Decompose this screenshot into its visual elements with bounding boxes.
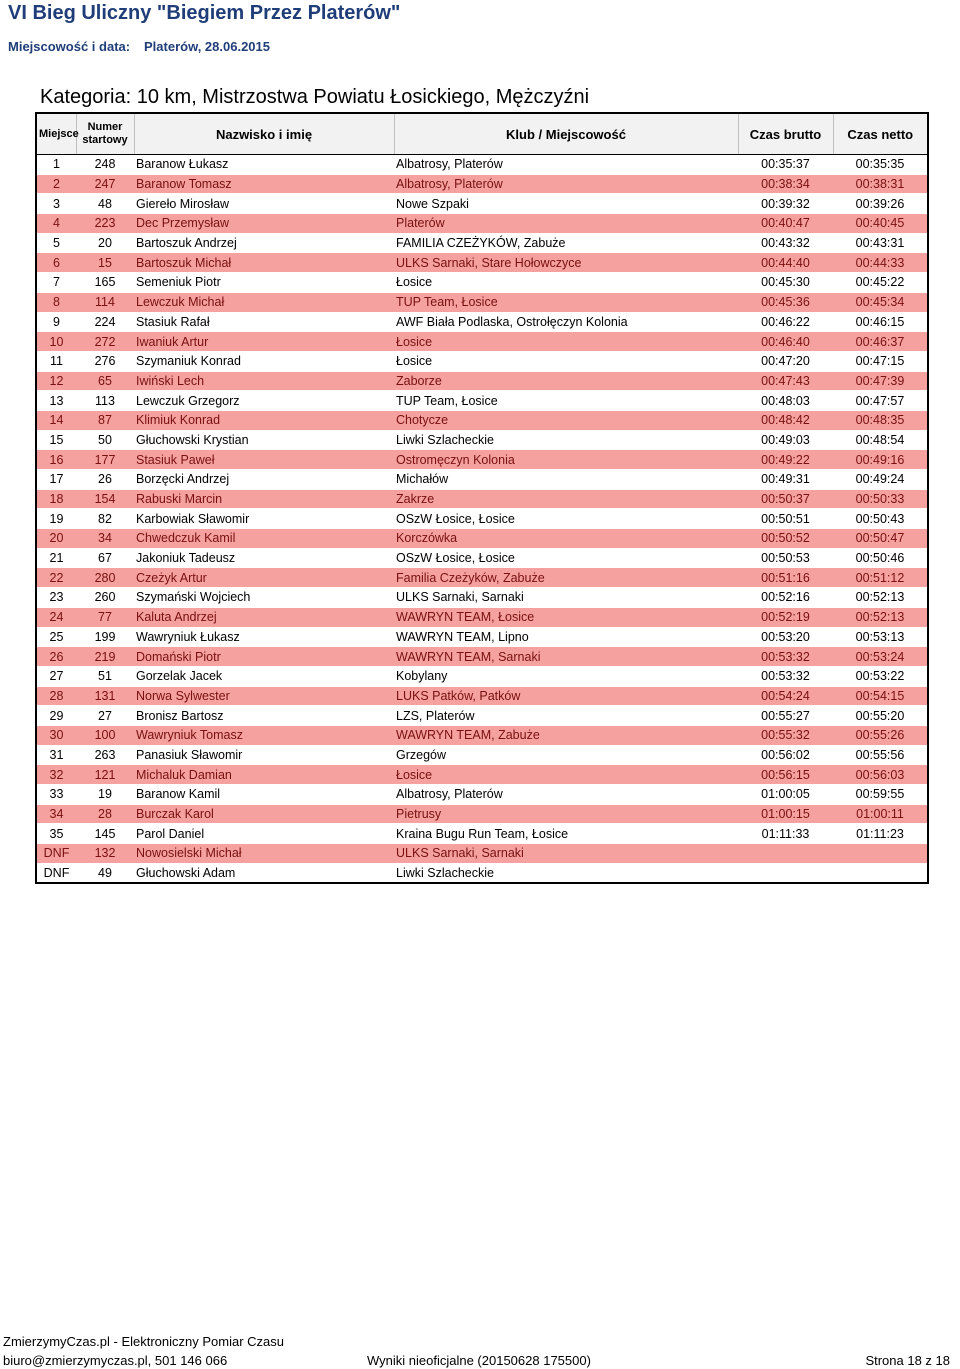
cell-gross-time: 00:43:32 [738,233,833,253]
table-row [36,725,928,745]
cell-gross-time: 00:49:03 [738,430,833,450]
cell-club: Zaborze [394,371,738,391]
table-row [36,607,928,627]
cell-net-time [833,863,928,883]
cell-name: Bartoszuk Michał [134,253,394,273]
cell-place: 21 [36,548,76,568]
results-table [35,112,929,884]
table-row [36,430,928,450]
cell-gross-time: 00:47:20 [738,351,833,371]
cell-net-time: 01:00:11 [833,804,928,824]
column-header-number-line1: Numer [87,121,123,133]
footer-results-note: Wyniki nieoficjalne (20150628 175500) [367,1353,591,1368]
cell-place: 20 [36,529,76,549]
cell-net-time: 00:43:31 [833,233,928,253]
cell-place: 5 [36,233,76,253]
cell-net-time: 00:48:35 [833,410,928,430]
cell-number: 199 [76,627,134,647]
cell-club: LUKS Patków, Patków [394,686,738,706]
cell-place: 23 [36,588,76,608]
cell-club: Liwki Szlacheckie [394,863,738,883]
cell-number: 27 [76,706,134,726]
cell-club: TUP Team, Łosice [394,292,738,312]
cell-name: Borzęcki Andrzej [134,470,394,490]
cell-number: 48 [76,194,134,214]
cell-net-time: 00:47:39 [833,371,928,391]
cell-club: Albatrosy, Platerów [394,785,738,805]
cell-net-time: 00:55:56 [833,745,928,765]
column-header-name: Nazwisko i imię [134,113,394,155]
cell-net-time: 00:53:22 [833,666,928,686]
cell-club: Ostromęczyn Kolonia [394,450,738,470]
footer-page-number: Strona 18 z 18 [865,1353,950,1368]
results-body [36,155,928,884]
cell-club: Korczówka [394,529,738,549]
cell-gross-time: 00:48:03 [738,391,833,411]
cell-number: 87 [76,410,134,430]
cell-name: Wawryniuk Łukasz [134,627,394,647]
cell-gross-time: 00:51:16 [738,568,833,588]
cell-name: Baranow Kamil [134,785,394,805]
table-row [36,627,928,647]
cell-place: 24 [36,607,76,627]
footer-contact: biuro@zmierzymyczas.pl, 501 146 066 [3,1353,228,1368]
cell-place: DNF [36,844,76,864]
cell-number: 260 [76,588,134,608]
cell-net-time [833,844,928,864]
cell-name: Bronisz Bartosz [134,706,394,726]
cell-net-time: 00:46:15 [833,312,928,332]
cell-net-time: 00:53:24 [833,647,928,667]
cell-net-time: 00:55:20 [833,706,928,726]
cell-net-time: 00:50:43 [833,509,928,529]
cell-gross-time: 00:50:52 [738,529,833,549]
cell-place: 30 [36,725,76,745]
column-header-club: Klub / Miejscowość [394,113,738,155]
cell-number: 20 [76,233,134,253]
cell-name: Michaluk Damian [134,765,394,785]
cell-gross-time: 00:52:16 [738,588,833,608]
cell-name: Semeniuk Piotr [134,273,394,293]
cell-number: 26 [76,470,134,490]
location-date-value: Platerów, 28.06.2015 [144,39,270,54]
category-title: Kategoria: 10 km, Mistrzostwa Powiatu Łosickiego, Mężczyźni [40,86,590,108]
cell-club: LZS, Platerów [394,706,738,726]
cell-club: Familia Czeżyków, Zabuże [394,568,738,588]
table-row [36,391,928,411]
cell-name: Parol Daniel [134,824,394,844]
table-row [36,233,928,253]
cell-name: Iwiński Lech [134,371,394,391]
table-row [36,253,928,273]
table-row [36,292,928,312]
cell-net-time: 00:48:54 [833,430,928,450]
cell-number: 224 [76,312,134,332]
cell-number: 248 [76,155,134,175]
cell-gross-time: 01:00:05 [738,785,833,805]
cell-net-time: 01:11:23 [833,824,928,844]
cell-place: 19 [36,509,76,529]
cell-name: Chwedczuk Kamil [134,529,394,549]
cell-number: 77 [76,607,134,627]
table-row [36,371,928,391]
cell-club: Albatrosy, Platerów [394,174,738,194]
cell-gross-time [738,863,833,883]
table-row [36,588,928,608]
cell-number: 34 [76,529,134,549]
cell-name: Giereło Mirosław [134,194,394,214]
table-row [36,824,928,844]
cell-club: WAWRYN TEAM, Zabuże [394,725,738,745]
cell-net-time: 00:38:31 [833,174,928,194]
cell-club: Liwki Szlacheckie [394,430,738,450]
cell-number: 114 [76,292,134,312]
cell-net-time: 00:50:33 [833,489,928,509]
event-title: VI Bieg Uliczny "Biegiem Przez Platerów" [8,2,401,24]
table-row [36,745,928,765]
column-header-number-line2: startowy [82,134,128,146]
cell-gross-time: 00:49:31 [738,470,833,490]
cell-net-time: 00:52:13 [833,607,928,627]
cell-number: 272 [76,332,134,352]
cell-name: Czeżyk Artur [134,568,394,588]
cell-place: 25 [36,627,76,647]
cell-name: Jakoniuk Tadeusz [134,548,394,568]
cell-gross-time: 00:50:53 [738,548,833,568]
cell-club: Platerów [394,214,738,234]
cell-name: Norwa Sylwester [134,686,394,706]
cell-gross-time: 00:52:19 [738,607,833,627]
cell-place: 2 [36,174,76,194]
table-row [36,312,928,332]
cell-place: 15 [36,430,76,450]
table-row [36,804,928,824]
table-row [36,410,928,430]
cell-gross-time: 00:39:32 [738,194,833,214]
cell-number: 177 [76,450,134,470]
table-row [36,174,928,194]
cell-place: 33 [36,785,76,805]
cell-number: 67 [76,548,134,568]
cell-gross-time: 00:46:22 [738,312,833,332]
cell-club: WAWRYN TEAM, Łosice [394,607,738,627]
cell-name: Kaluta Andrzej [134,607,394,627]
cell-number: 113 [76,391,134,411]
cell-place: 7 [36,273,76,293]
table-row [36,844,928,864]
cell-place: 13 [36,391,76,411]
cell-place: DNF [36,863,76,883]
cell-gross-time: 01:00:15 [738,804,833,824]
cell-club: Zakrze [394,489,738,509]
cell-name: Nowosielski Michał [134,844,394,864]
cell-net-time: 00:51:12 [833,568,928,588]
cell-club: Michałów [394,470,738,490]
cell-number: 154 [76,489,134,509]
cell-net-time: 00:45:34 [833,292,928,312]
cell-gross-time: 00:53:20 [738,627,833,647]
cell-name: Wawryniuk Tomasz [134,725,394,745]
table-row [36,194,928,214]
cell-name: Stasiuk Rafał [134,312,394,332]
cell-gross-time: 00:38:34 [738,174,833,194]
cell-name: Panasiuk Sławomir [134,745,394,765]
cell-number: 219 [76,647,134,667]
cell-name: Klimiuk Konrad [134,410,394,430]
cell-place: 1 [36,155,76,175]
cell-name: Stasiuk Paweł [134,450,394,470]
cell-net-time: 00:52:13 [833,588,928,608]
cell-name: Karbowiak Sławomir [134,509,394,529]
cell-number: 65 [76,371,134,391]
table-row [36,450,928,470]
cell-club: Nowe Szpaki [394,194,738,214]
cell-number: 223 [76,214,134,234]
cell-place: 18 [36,489,76,509]
table-row [36,509,928,529]
table-row [36,273,928,293]
table-row [36,332,928,352]
table-row [36,351,928,371]
cell-place: 14 [36,410,76,430]
column-header-net-time: Czas netto [833,113,928,155]
cell-number: 280 [76,568,134,588]
column-header-number [76,113,134,155]
table-row [36,706,928,726]
cell-place: 27 [36,666,76,686]
cell-gross-time: 00:45:30 [738,273,833,293]
cell-number: 82 [76,509,134,529]
cell-net-time: 00:47:57 [833,391,928,411]
cell-club: WAWRYN TEAM, Sarnaki [394,647,738,667]
table-row [36,686,928,706]
cell-club: Kobylany [394,666,738,686]
footer-company: ZmierzymyCzas.pl - Elektroniczny Pomiar Czasu [3,1334,285,1349]
cell-name: Głuchowski Krystian [134,430,394,450]
cell-net-time: 00:55:26 [833,725,928,745]
table-row [36,489,928,509]
cell-gross-time: 00:35:37 [738,155,833,175]
cell-place: 10 [36,332,76,352]
cell-gross-time: 00:56:02 [738,745,833,765]
table-header-row [36,113,928,155]
cell-name: Lewczuk Grzegorz [134,391,394,411]
cell-gross-time: 00:53:32 [738,666,833,686]
cell-gross-time [738,844,833,864]
cell-net-time: 00:50:46 [833,548,928,568]
table-row [36,765,928,785]
cell-club: Kraina Bugu Run Team, Łosice [394,824,738,844]
cell-place: 12 [36,371,76,391]
cell-gross-time: 00:56:15 [738,765,833,785]
cell-club: Łosice [394,765,738,785]
cell-club: Łosice [394,332,738,352]
cell-place: 29 [36,706,76,726]
cell-name: Baranow Tomasz [134,174,394,194]
cell-number: 121 [76,765,134,785]
cell-place: 22 [36,568,76,588]
cell-gross-time: 00:55:32 [738,725,833,745]
cell-gross-time: 01:11:33 [738,824,833,844]
cell-number: 15 [76,253,134,273]
table-row [36,548,928,568]
column-header-place: Miejsce [36,113,76,155]
cell-place: 3 [36,194,76,214]
cell-number: 131 [76,686,134,706]
location-date-label: Miejscowość i data: [8,39,131,54]
cell-name: Domański Piotr [134,647,394,667]
cell-name: Rabuski Marcin [134,489,394,509]
cell-place: 16 [36,450,76,470]
cell-gross-time: 00:40:47 [738,214,833,234]
cell-name: Burczak Karol [134,804,394,824]
cell-place: 9 [36,312,76,332]
table-row [36,647,928,667]
cell-name: Baranow Łukasz [134,155,394,175]
cell-place: 31 [36,745,76,765]
cell-place: 11 [36,351,76,371]
table-row [36,214,928,234]
cell-club: ULKS Sarnaki, Sarnaki [394,588,738,608]
cell-name: Szymański Wojciech [134,588,394,608]
table-row [36,529,928,549]
table-row [36,666,928,686]
cell-club: TUP Team, Łosice [394,391,738,411]
cell-club: WAWRYN TEAM, Lipno [394,627,738,647]
table-row [36,470,928,490]
cell-net-time: 00:35:35 [833,155,928,175]
cell-number: 276 [76,351,134,371]
cell-club: Grzegów [394,745,738,765]
cell-club: Łosice [394,351,738,371]
cell-name: Szymaniuk Konrad [134,351,394,371]
cell-net-time: 00:50:47 [833,529,928,549]
cell-club: FAMILIA CZEŻYKÓW, Zabuże [394,233,738,253]
cell-name: Bartoszuk Andrzej [134,233,394,253]
cell-place: 28 [36,686,76,706]
cell-number: 50 [76,430,134,450]
cell-place: 35 [36,824,76,844]
cell-number: 247 [76,174,134,194]
cell-gross-time: 00:50:51 [738,509,833,529]
cell-net-time: 00:46:37 [833,332,928,352]
cell-place: 26 [36,647,76,667]
cell-number: 263 [76,745,134,765]
cell-number: 100 [76,725,134,745]
cell-net-time: 00:45:22 [833,273,928,293]
cell-gross-time: 00:44:40 [738,253,833,273]
cell-number: 165 [76,273,134,293]
cell-number: 49 [76,863,134,883]
cell-club: ULKS Sarnaki, Sarnaki [394,844,738,864]
cell-place: 17 [36,470,76,490]
cell-club: OSzW Łosice, Łosice [394,548,738,568]
cell-place: 34 [36,804,76,824]
cell-place: 4 [36,214,76,234]
table-row [36,568,928,588]
cell-net-time: 00:44:33 [833,253,928,273]
cell-gross-time: 00:47:43 [738,371,833,391]
table-row [36,155,928,175]
cell-club: Pietrusy [394,804,738,824]
cell-gross-time: 00:55:27 [738,706,833,726]
cell-gross-time: 00:54:24 [738,686,833,706]
cell-number: 51 [76,666,134,686]
cell-name: Lewczuk Michał [134,292,394,312]
cell-club: Chotycze [394,410,738,430]
cell-name: Iwaniuk Artur [134,332,394,352]
cell-net-time: 00:56:03 [833,765,928,785]
cell-net-time: 00:49:24 [833,470,928,490]
cell-gross-time: 00:45:36 [738,292,833,312]
cell-number: 19 [76,785,134,805]
cell-net-time: 00:39:26 [833,194,928,214]
cell-place: 6 [36,253,76,273]
cell-gross-time: 00:48:42 [738,410,833,430]
cell-club: OSzW Łosice, Łosice [394,509,738,529]
cell-place: 8 [36,292,76,312]
cell-name: Dec Przemysław [134,214,394,234]
cell-name: Gorzelak Jacek [134,666,394,686]
cell-club: AWF Biała Podlaska, Ostrołęczyn Kolonia [394,312,738,332]
cell-gross-time: 00:50:37 [738,489,833,509]
cell-gross-time: 00:46:40 [738,332,833,352]
cell-number: 145 [76,824,134,844]
table-row [36,785,928,805]
cell-club: Albatrosy, Platerów [394,155,738,175]
cell-gross-time: 00:53:32 [738,647,833,667]
cell-name: Głuchowski Adam [134,863,394,883]
cell-gross-time: 00:49:22 [738,450,833,470]
cell-net-time: 00:49:16 [833,450,928,470]
cell-net-time: 00:47:15 [833,351,928,371]
column-header-gross-time: Czas brutto [738,113,833,155]
cell-net-time: 00:54:15 [833,686,928,706]
cell-place: 32 [36,765,76,785]
cell-net-time: 00:59:55 [833,785,928,805]
cell-number: 132 [76,844,134,864]
cell-number: 28 [76,804,134,824]
table-row [36,863,928,883]
cell-club: Łosice [394,273,738,293]
cell-club: ULKS Sarnaki, Stare Hołowczyce [394,253,738,273]
cell-net-time: 00:53:13 [833,627,928,647]
cell-net-time: 00:40:45 [833,214,928,234]
